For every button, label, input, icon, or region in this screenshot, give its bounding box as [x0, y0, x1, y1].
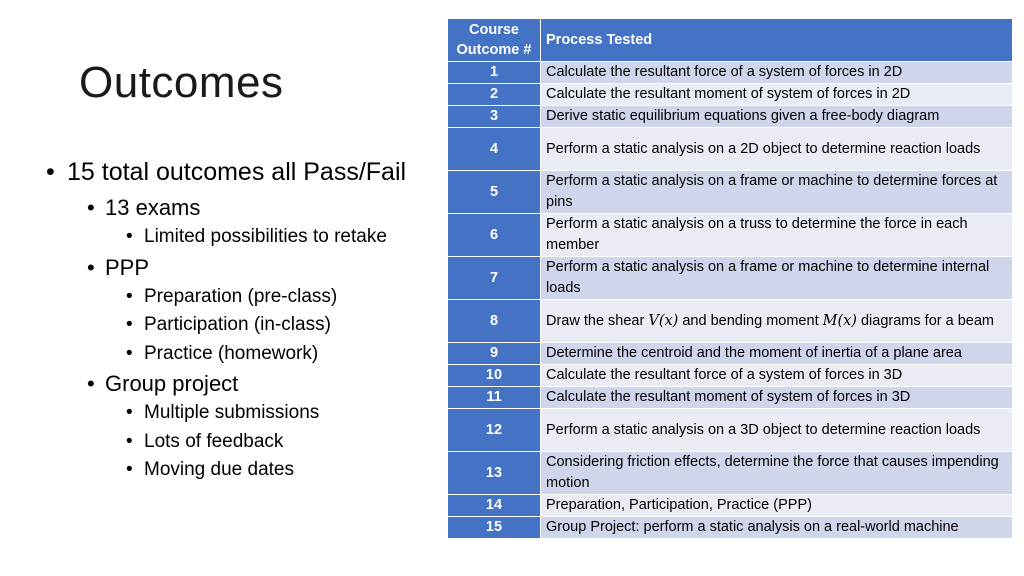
table-row [448, 365, 1013, 387]
table-row [448, 452, 1013, 495]
outcome-number: 10 [448, 365, 541, 387]
process-text: Perform a static analysis on a frame or machine to determine forces at pins [541, 171, 1013, 214]
table-row [448, 409, 1013, 452]
bullet-retake: • Limited possibilities to retake [46, 223, 446, 252]
outcome-number: 1 [448, 62, 541, 84]
bullet-total-outcomes: • 15 total outcomes all Pass/Fail [46, 152, 446, 192]
slide-title: Outcomes [79, 58, 284, 107]
table-row [448, 106, 1013, 128]
table-row [448, 517, 1013, 539]
outcome-number: 5 [448, 171, 541, 214]
outcome-number: 15 [448, 517, 541, 539]
outcome-number: 8 [448, 300, 541, 343]
bullet-practice: • Practice (homework) [46, 340, 446, 369]
process-text: Determine the centroid and the moment of inertia of a plane area [541, 343, 1013, 365]
process-text: Preparation, Participation, Practice (PPP) [541, 495, 1013, 517]
table-header-row [448, 19, 1013, 62]
table-row [448, 257, 1013, 300]
table-row [448, 171, 1013, 214]
process-text: Calculate the resultant force of a system of forces in 2D [541, 62, 1013, 84]
process-text [541, 300, 1013, 343]
table-row [448, 387, 1013, 409]
bullet-participation: • Participation (in-class) [46, 311, 446, 340]
table-row [448, 84, 1013, 106]
header-outcome-line1: Course [469, 22, 519, 38]
bullet-list [46, 152, 446, 485]
process-text: Perform a static analysis on a frame or machine to determine internal loads [541, 257, 1013, 300]
outcome-number: 9 [448, 343, 541, 365]
table-row [448, 62, 1013, 84]
process-text: Derive static equilibrium equations given a free-body diagram [541, 106, 1013, 128]
process-text: Perform a static analysis on a 2D object to determine reaction loads [541, 128, 1013, 171]
outcome-number: 11 [448, 387, 541, 409]
outcome-number: 6 [448, 214, 541, 257]
outcome-number: 13 [448, 452, 541, 495]
outcome-number: 3 [448, 106, 541, 128]
process-text: Perform a static analysis on a 3D object to determine reaction loads [541, 409, 1013, 452]
outcome-number: 12 [448, 409, 541, 452]
header-process-tested: Process Tested [541, 19, 1013, 62]
bullet-exams: • 13 exams [46, 192, 446, 223]
outcome-number: 7 [448, 257, 541, 300]
shear-function: V(x) [648, 312, 679, 329]
table-row [448, 495, 1013, 517]
table-row [448, 128, 1013, 171]
row8-text-part3: diagrams for a beam [856, 312, 994, 329]
table-row [448, 300, 1013, 343]
table-row [448, 214, 1013, 257]
bullet-feedback: • Lots of feedback [46, 428, 446, 457]
outcome-number: 2 [448, 84, 541, 106]
bullet-submissions: • Multiple submissions [46, 399, 446, 428]
process-text: Calculate the resultant moment of system of forces in 2D [541, 84, 1013, 106]
bullet-group-project: • Group project [46, 368, 446, 399]
outcome-number: 4 [448, 128, 541, 171]
row8-text-part2: and bending moment [678, 312, 823, 329]
process-text: Considering friction effects, determine the force that causes impending motion [541, 452, 1013, 495]
header-outcome-line2: Outcome # [456, 42, 532, 58]
process-text: Perform a static analysis on a truss to determine the force in each member [541, 214, 1013, 257]
process-text: Calculate the resultant force of a system of forces in 3D [541, 365, 1013, 387]
bullet-ppp: • PPP [46, 252, 446, 283]
outcomes-table [447, 18, 1013, 539]
process-text: Group Project: perform a static analysis on a real-world machine [541, 517, 1013, 539]
header-outcome-number [448, 19, 541, 62]
process-text: Calculate the resultant moment of system of forces in 3D [541, 387, 1013, 409]
bullet-due-dates: • Moving due dates [46, 456, 446, 485]
bullet-preparation: • Preparation (pre-class) [46, 283, 446, 312]
table-row [448, 343, 1013, 365]
row8-text-part1: Draw the shear [546, 312, 649, 329]
moment-function: M(x) [822, 312, 857, 329]
outcome-number: 14 [448, 495, 541, 517]
